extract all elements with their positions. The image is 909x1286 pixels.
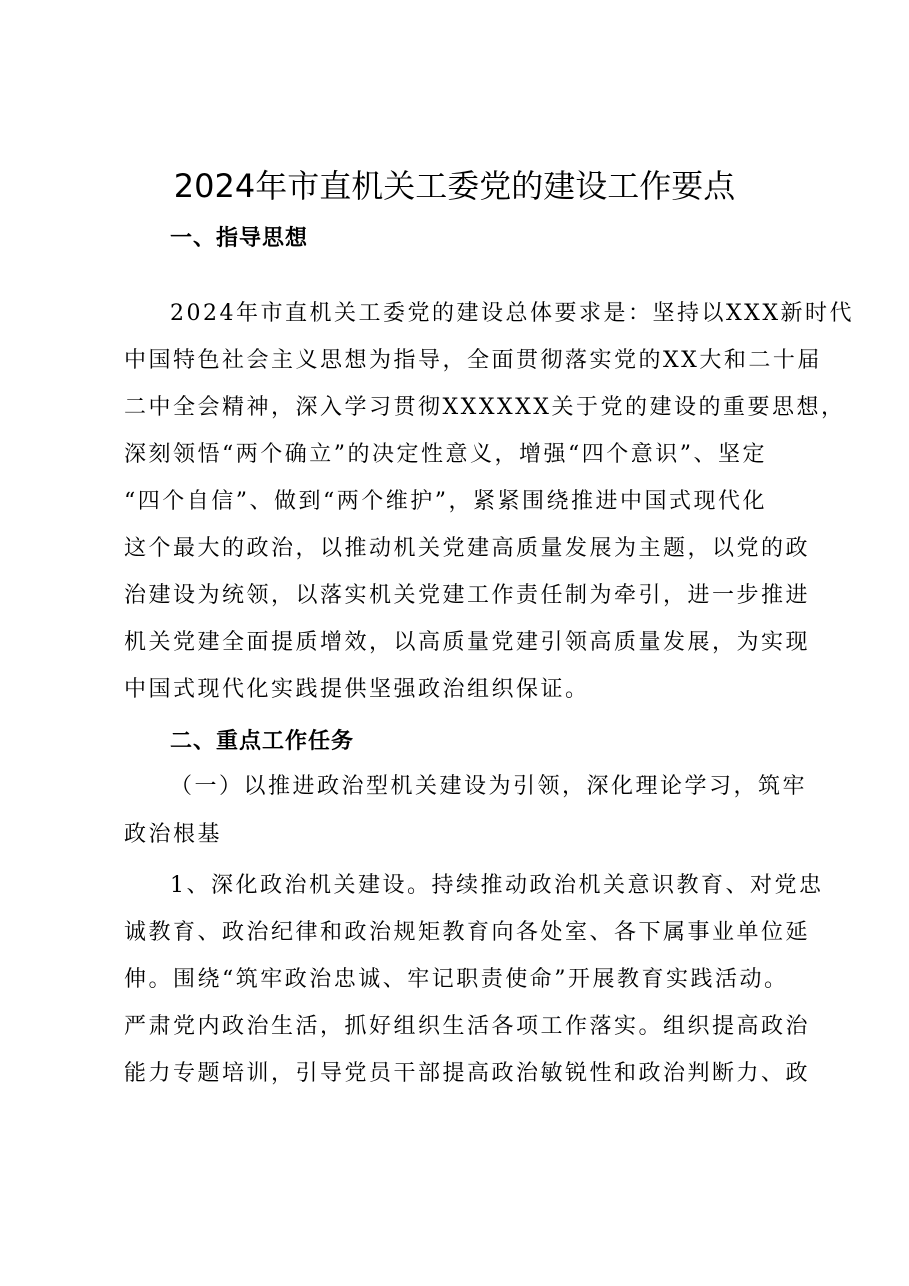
paragraph-line: 2024年市直机关工委党的建设总体要求是：坚持以XXX新时代 [170, 301, 854, 326]
section-heading-guiding-ideology: 一、指导思想 [170, 226, 309, 251]
paragraph-line: 1、深化政治机关建设。持续推动政治机关意识教育、对党忠 [170, 873, 824, 898]
paragraph-line: “四个自信”、做到“两个维护”，紧紧围绕推进中国式现代化 [124, 489, 767, 514]
paragraph-line: 严肃党内政治生活，抓好组织生活各项工作落实。组织提高政治 [124, 1014, 811, 1039]
paragraph-line: 中国特色社会主义思想为指导，全面贯彻落实党的XX大和二十届 [124, 348, 822, 373]
paragraph-line: 机关党建全面提质增效，以高质量党建引领高质量发展，为实现 [124, 630, 811, 655]
paragraph-line: 治建设为统领，以落实机关党建工作责任制为牵引，进一步推进 [124, 583, 811, 608]
paragraph-line: 深刻领悟“两个确立”的决定性意义，增强“四个意识”、坚定 [124, 442, 767, 467]
subsection-heading-line: 政治根基 [124, 822, 223, 847]
section-heading-key-tasks: 二、重点工作任务 [170, 729, 355, 754]
paragraph-line: 中国式现代化实践提供坚强政治组织保证。 [124, 677, 590, 702]
paragraph-line: 诚教育、政治纪律和政治规矩教育向各处室、各下属事业单位延 [124, 920, 811, 945]
paragraph-line: 二中全会精神，深入学习贯彻XXXXXX关于党的建设的重要思想， [124, 395, 846, 420]
paragraph-line: 这个最大的政治，以推动机关党建高质量发展为主题，以党的政 [124, 536, 811, 561]
subsection-heading-line: （一）以推进政治型机关建设为引领，深化理论学习，筑牢 [170, 774, 808, 799]
paragraph-line: 能力专题培训，引导党员干部提高政治敏锐性和政治判断力、政 [124, 1061, 811, 1086]
document-title: 2024年市直机关工委党的建设工作要点 [173, 167, 736, 205]
paragraph-line: 伸。围绕“筑牢政治忠诚、牢记职责使命”开展教育实践活动。 [124, 967, 789, 992]
